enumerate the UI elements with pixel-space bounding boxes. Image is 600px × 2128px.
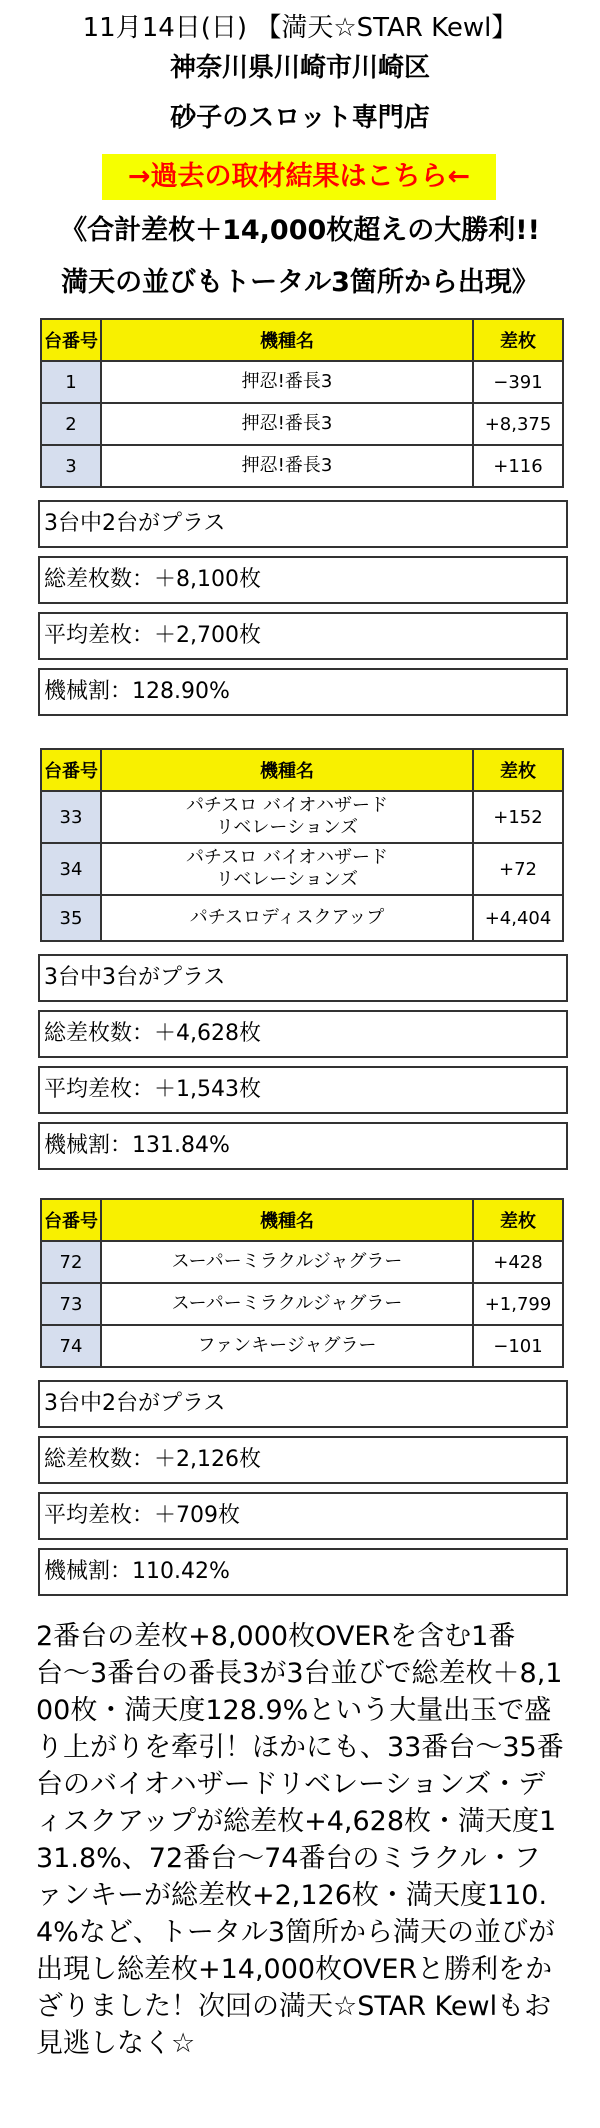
machine-model: 押忍!番長3 xyxy=(101,361,473,403)
location-title: 神奈川県川崎市川崎区 xyxy=(169,53,430,83)
summary-plus-count: 3台中2台がプラス xyxy=(38,1380,568,1428)
column-header-diff: 差枚 xyxy=(473,1199,563,1241)
column-header-model: 機種名 xyxy=(101,749,473,791)
machine-number: 1 xyxy=(41,361,101,403)
machine-diff: +116 xyxy=(473,445,563,487)
headline-line-2: 満天の並びもトータル3箇所から出現》 xyxy=(61,267,539,298)
summary-total-diff: 総差枚数：＋4,628枚 xyxy=(38,1010,568,1058)
results-table-1 xyxy=(40,318,564,488)
summary-average-diff: 平均差枚：＋2,700枚 xyxy=(38,612,568,660)
summary-plus-count: 3台中3台がプラス xyxy=(38,954,568,1002)
results-table-3 xyxy=(40,1198,564,1368)
machine-number: 3 xyxy=(41,445,101,487)
table-row xyxy=(41,1241,563,1283)
column-header-number: 台番号 xyxy=(41,1199,101,1241)
table-header-row xyxy=(41,319,563,361)
date-title: 11月14日(日) 【満天☆STAR Kewl】 xyxy=(82,13,518,43)
summary-payout-rate: 機械割：131.84% xyxy=(38,1122,568,1170)
table-row xyxy=(41,895,563,941)
machine-diff: +72 xyxy=(473,843,563,895)
machine-diff: +4,404 xyxy=(473,895,563,941)
column-header-number: 台番号 xyxy=(41,749,101,791)
headline-line-1: 《合計差枚＋14,000枚超えの大勝利!! xyxy=(60,215,540,246)
machine-diff: +428 xyxy=(473,1241,563,1283)
article-body: 2番台の差枚+8,000枚OVERを含む1番台〜3番台の番長3が3台並びで総差枚＋8,100枚・満天度128.9%という大量出玉で盛り上がりを牽引！ほかにも、33番台〜35番台のバイオハザードリベレーションズ・ディスクアップが総差枚+4,628枚・満天度131.8%、72番台〜74番台のミラクル・ファンキーが総差枚+2,126枚・満天度110.4%など、トータル3箇所から満天の並びが出現し総差枚+14,000枚OVERと勝利をかざりました！次回の満天☆STAR Kewlもお見逃しなく☆ xyxy=(36,1621,564,2059)
machine-model: スーパーミラクルジャグラー xyxy=(101,1283,473,1325)
table-row xyxy=(41,791,563,843)
column-header-model: 機種名 xyxy=(101,1199,473,1241)
machine-model: スーパーミラクルジャグラー xyxy=(101,1241,473,1283)
machine-diff: +152 xyxy=(473,791,563,843)
machine-model: パチスロ バイオハザード リベレーションズ xyxy=(101,791,473,843)
column-header-diff: 差枚 xyxy=(473,319,563,361)
summary-average-diff: 平均差枚：＋709枚 xyxy=(38,1492,568,1540)
table-row xyxy=(41,1325,563,1367)
past-results-link[interactable]: →過去の取材結果はこちら← xyxy=(102,154,496,200)
results-table-2 xyxy=(40,748,564,942)
machine-number: 72 xyxy=(41,1241,101,1283)
table-row xyxy=(41,403,563,445)
table-row xyxy=(41,1283,563,1325)
machine-model: 押忍!番長3 xyxy=(101,445,473,487)
machine-diff: −391 xyxy=(473,361,563,403)
summary-total-diff: 総差枚数：＋8,100枚 xyxy=(38,556,568,604)
machine-number: 73 xyxy=(41,1283,101,1325)
table-row xyxy=(41,445,563,487)
table-row xyxy=(41,843,563,895)
machine-model: パチスロ バイオハザード リベレーションズ xyxy=(101,843,473,895)
table-row xyxy=(41,361,563,403)
machine-number: 33 xyxy=(41,791,101,843)
column-header-number: 台番号 xyxy=(41,319,101,361)
table-header-row xyxy=(41,1199,563,1241)
table-header-row xyxy=(41,749,563,791)
summary-payout-rate: 機械割：110.42% xyxy=(38,1548,568,1596)
summary-average-diff: 平均差枚：＋1,543枚 xyxy=(38,1066,568,1114)
machine-number: 34 xyxy=(41,843,101,895)
machine-model: パチスロディスクアップ xyxy=(101,895,473,941)
machine-diff: +1,799 xyxy=(473,1283,563,1325)
machine-model: ファンキージャグラー xyxy=(101,1325,473,1367)
shop-title: 砂子のスロット専門店 xyxy=(170,103,430,133)
summary-total-diff: 総差枚数：＋2,126枚 xyxy=(38,1436,568,1484)
summary-plus-count: 3台中2台がプラス xyxy=(38,500,568,548)
machine-number: 74 xyxy=(41,1325,101,1367)
summary-payout-rate: 機械割：128.90% xyxy=(38,668,568,716)
machine-diff: −101 xyxy=(473,1325,563,1367)
machine-model: 押忍!番長3 xyxy=(101,403,473,445)
machine-number: 35 xyxy=(41,895,101,941)
column-header-diff: 差枚 xyxy=(473,749,563,791)
machine-number: 2 xyxy=(41,403,101,445)
column-header-model: 機種名 xyxy=(101,319,473,361)
machine-diff: +8,375 xyxy=(473,403,563,445)
